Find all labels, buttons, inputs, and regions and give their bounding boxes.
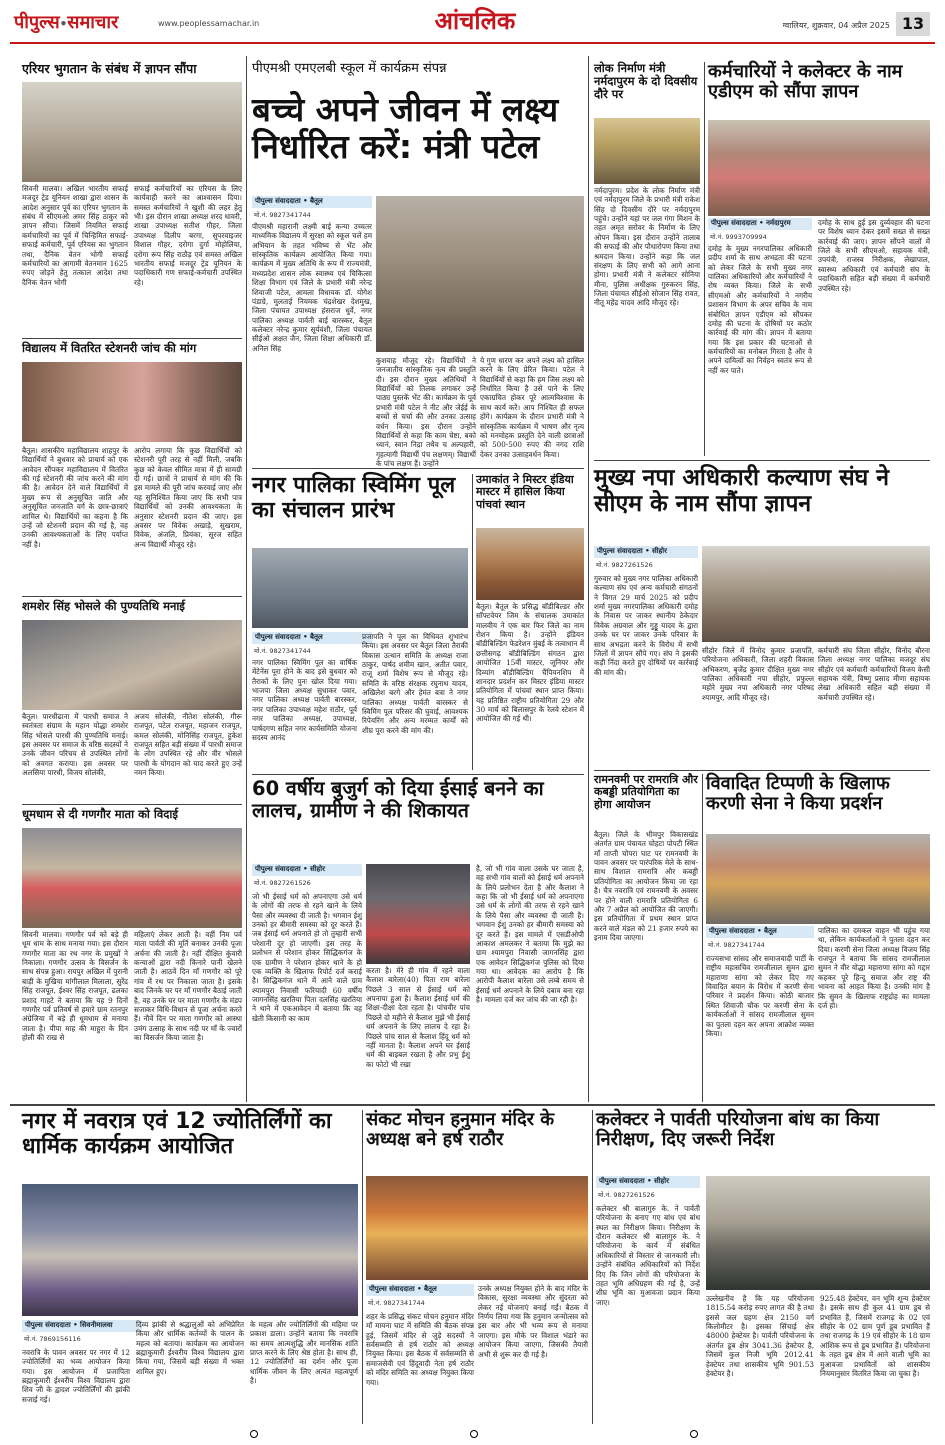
- brand-right: समाचार: [67, 12, 119, 33]
- divider: [22, 804, 242, 805]
- parvati-byline: पीपुल्स संवाददाता • सीहोर: [596, 1176, 700, 1188]
- arrear-photo: [22, 82, 242, 182]
- cmo-col1: गुरुवार को मुख्य नगर पालिका अधिकारी कल्याण संघ एवं अन्य कर्मचारी संगठनों ने विगत 29 मार्च 2025 को प्रदीप शर्मा मुख्य नगरपालिका अधिकारी दमोह के निवास पर जाकर स्थानीय ठेकेदार विवेक अग्रवाल और गुड्डू यादव के द्वारा उनके घर पर जाकर उनके परिवार के साथ अभद्रता करने के विरोध में सभी जिलों में ज्ञापन सौंपे गए। संघ ने इसकी कड़ी निंदा करते हुए दोषियों पर कार्रवाई की मांग की।: [594, 574, 698, 677]
- masthead-rule: [10, 42, 935, 44]
- column-rule: [588, 56, 589, 1102]
- gangaur-headline: धूमधाम से दी गणगौर माता को विदाई: [22, 807, 179, 821]
- swimming-photo: [252, 548, 468, 628]
- umakant-photo: [476, 528, 584, 600]
- swimming-byline: पीपुल्स संवाददाता • बैतूल: [252, 632, 372, 644]
- karni-byline: पीपुल्स संवाददाता • बैतूल: [706, 926, 814, 938]
- arrear-text-2: सफाई कर्मचारियों का एरियस के लिए कार्यवाही करने का आश्वासन दिया। समस्त कर्मचारियों ने खुशी की लहर हेतु भी। इस दौरान शाखा अध्यक्ष शरद धावरी, शाखा उपाध्यक्ष सतीश गौहर, जिला उपाध्यक्ष दिलीप बरगा, सुपरवाइजर विशाल गौहर, दरोगा दुर्गा मोहोलिया, दरोगा रूप सिंह राठौड़ एवं समस्त अखिल भारतीय सफाई मजदूर ट्रेड यूनियन के पदाधिकारी गण सफाई-कर्मचारी उपस्थित रहे।: [134, 184, 242, 287]
- narmadapuram-text: नर्मदापुरम। प्रदेश के लोक निर्माण मंत्री एवं नर्मदापुरम जिले के प्रभारी मंत्री राकेश सिंह दो दिवसीय दौरे पर नर्मदापुरम पहुंचे। उन्होंने यहां पर जल गंगा मिशन के तहत अमृत सरोवर के निर्माण के लिए ओपन किया। इस दौरान उन्होंने तालाब की सफाई की और पौधारोपण किया तथा श्रमदान किया। उन्होंने कहा कि जल संरक्षण के लिए सभी को आगे आना होगा। प्रभारी मंत्री ने कलेक्टर सोनिया मीना, पुलिस अधीक्षक गुरुकरन सिंह, जिला पंचायत सीईओ सोजान सिंह रावत, नीतू महेंद्र यादव आदि मौजूद रहे।: [594, 186, 700, 308]
- hanuman-col2: उनके अध्यक्ष नियुक्त होने के बाद मंदिर के विकास, सुरक्षा व्यवस्था और सुंदरता को लेकर नई योजनाएं बनाई गईं। बैठक में निर्णय लिया गया कि हनुमान जन्मोत्सव को इस बार और भी भव्य रूप से मनाया जाएगा। इस मौके पर विशाल भंडारे का आयोजन किया जाएगा, जिसकी तैयारी अभी से शुरू कर दी गई है।: [478, 1284, 588, 1359]
- christian-byline: पीपुल्स संवाददाता • सीहोर: [252, 864, 362, 876]
- page-number: 13: [896, 12, 930, 36]
- hanuman-byline: पीपुल्स संवाददाता • बैतूल: [366, 1284, 474, 1296]
- cmo-mobile: मो.नं. 9827261526: [596, 561, 653, 569]
- school-headline: विद्यालय में वितरित स्टेशनरी जांच की मांग: [22, 341, 197, 355]
- karni-mobile: मो.नं. 9827341744: [708, 941, 765, 949]
- sdm-headline: कर्मचारियों ने कलेक्टर के नाम एडीएम को सौंपा ज्ञापन: [708, 61, 903, 103]
- arrear-headline: एरियर भुगतान के संबंध में ज्ञापन सौंपा: [22, 61, 197, 76]
- bhosle-text-2: अजय सोलंकी, नीतेश सोलंकी, गीरू राजपूत, पटेल राजपूत, महाजन राजपूत, कमल सोलंकी, मोनिसिंह राजपूत, हुकेश राजपूत सहित बड़ी संख्या में पारधी समाज के लोग उपस्थित रहे और वीर भोसले पारधी के योगदान को याद करते हुए उन्हें नमन किया।: [134, 712, 242, 778]
- bottom-band-rule: [10, 1104, 935, 1106]
- column-rule: [702, 774, 703, 1102]
- gangaur-text-1: सिवनी मालवा। गणगौर पर्व को बड़े ही धूम धाम के साथ मनाया गया। इस दौरान गणगौर माता का रथ नगर के प्रमुखों ने निकाला। गणगौर उत्सव के विसर्जन के साथ संपन्न हुआ। रायपुर अखिल में पुरानी बाड़ी के मुखिया मांगीलाल मिलाला, सुरेंद्र सिंह राजपूत, ईश्वर सिंह राजपूत, ढलका प्रशाद गाहटे ने बताया कि यह 9 दिनों गणगौर पर्व प्रतिवर्ष से हमारे ग्राम रतनपुर अंग्रेजिया में बड़े ही धूमधाम से मनाया जाता है। पीपा माह की माहुरा के दिन होली की राख से: [22, 930, 128, 1042]
- divider: [594, 460, 930, 461]
- christian-col2: करता है। मेरे ही गांव में रहने वाला कैलाश बारेला(40) पिता राम बारेला पिछले 3 साल से ईसाई धर्म को अपनाया हुआ है। कैलाश ईसाई धर्म की शिक्षा-दीक्षा देता रहता है। पांचवीर पांच पिछले दो महीने से कैलाश मुझे भी ईसाई धर्म अपनाने के लिए लालच दे रहा है। पिछले पांच साल से कैलाश हिंदू धर्म को नहीं मानता है। कैलाश अपने घर ईसाई धर्म की बाइबल रखता है और प्रभु ईशु का फोटो भी रखा: [366, 966, 470, 1069]
- patel-mobile: मो.नं. 9827341744: [254, 211, 311, 219]
- patel-col3: ये गुण धारण कर अपने लक्ष्य को हासिल करने के लिए प्रेरित किया। पटेल ने विद्यार्थियों से कहा कि हम जिस लक्ष्य को निर्धारित किया है उसे पाने के लिए एकाग्रचित होकर पूरे आत्मविश्वास के साथ कार्य करें। आप निश्चित ही सफल होंगे। कार्यक्रम के दौरान प्रभारी मंत्री ने सांस्कृतिक कार्यक्रम में भाषण और नृत्य को मनमोहक प्रस्तुति देने वाली छात्राओं को 500-500 रुपए की नगद राशि देकर उनका उत्साहवर्धन किया।: [480, 356, 584, 459]
- section-title: आंचलिक: [434, 7, 516, 35]
- masthead: [0, 0, 945, 44]
- parvati-headline: कलेक्टर ने पार्वती परियोजना बांध का किया निरीक्षण, दिए जरूरी निर्देश: [596, 1109, 880, 1151]
- karni-headline: विवादित टिप्पणी के खिलाफ करणी सेना ने किया प्रदर्शन: [706, 773, 890, 815]
- registration-mark: [250, 1430, 258, 1438]
- gangaur-photo: [22, 828, 242, 928]
- column-rule: [362, 1110, 363, 1424]
- parvati-col2: उल्लेखनीय है कि यह परियोजना 1815.54 करोड़ रुपए लागत की है तथा इससे जल ग्रहण क्षेत्र 2150 वर्ग किलोमीटर है। इसका सिंचाई क्षेत्र 48000 हेक्टेयर है। पार्वती परियोजना के अंतर्गत डूब क्षेत्र 3041.36 हेक्टेयर है, जिसमें कुल निजी भूमि 2012.41 हेक्टेयर तथा शासकीय भूमि 901.53 हेक्टेयर है।: [706, 1294, 814, 1378]
- school-text-2: आरोप लगाया कि कुछ विद्यार्थियों को स्टेशनरी पूरी तरह से नहीं मिली, जबकि कुछ को केवल सीमित मात्रा में ही सामग्री दी गई। छात्रों ने प्राचार्य से मांग की कि इस मामले की पूरी जांच करवाई जाए और यह सुनिश्चित किया जाए कि सभी पात्र विद्यार्थियों को उनकी आवश्यकता के अनुसार स्टेशनरी प्रदान की जाए। इस अवसर पर विवेक अखाड़े, सुखराम, विवेक, अंजलि, प्रियंका, सूरज सहित अन्य विद्यार्थी मौजूद रहे।: [134, 446, 242, 549]
- karni-col2: पालिका का दमकल वाहन भी पहुंच गया था, लेकिन कार्यकर्ताओं ने पुतला दहन कर दिया। करणी सेना जिला अध्यक्ष विजय सिंह राजपूत ने बताया कि सांसद रामजीलाल सुमन ने वीर योद्धा महाराणा सांगा को गद्दार कहकर पूरे हिन्दू समाज और राष्ट्र की भावना को आहत किया है। उनकी मांग है कि सुमन के खिलाफ राष्ट्रद्रोह का मामला दर्ज हो।: [818, 926, 930, 1010]
- site-url[interactable]: www.peoplessamachar.in: [158, 19, 260, 28]
- sdm-col2: दमोह के साथ हुई इस दुर्व्यवहार की घटना पर विशेष ध्यान देकर इसमें सख्त से सख्त कार्रवाई की जाए। ज्ञापन सौंपने वालों में जिले के सभी सीएमओ, सहायक यंत्री, उपयंत्री, राजस्व निरीक्षक, लेखापाल, स्वास्थ्य अधिकारी एवं कर्मचारी संघ के पदाधिकारी सहित बड़ी संख्या में कर्मचारी उपस्थित रहे।: [818, 218, 930, 293]
- dateline: ग्वालियर, शुक्रवार, 04 अप्रैल 2025: [782, 21, 890, 30]
- column-rule: [592, 1110, 593, 1424]
- divider: [22, 338, 242, 339]
- patel-col2: कुशवाह मौजूद रहे। विद्यार्थियों ने जनजातीय सांस्कृतिक नृत्य की प्रस्तुति दी। इस दौरान मुख्य अतिथियों ने विद्यार्थियों को तिलक लगाकर उन्हें पाठ्य पुस्तकें भेंट की। कार्यक्रम के पूर्व प्रभारी मंत्री पटेल ने नीट और जेईई के बच्चों से चर्चा की और उनका उत्साह वर्धन किया। इस दौरान उन्होंने विद्यार्थियों से कहा कि काम चेष्टा, बको ध्यानं, स्वान निद्रा तथैव च अल्पहारी, गृहत्यागी विद्यार्थी पंच लक्षणम्। विद्यार्थी के पांच लक्षण हैं। उन्होंने: [376, 356, 476, 468]
- navratri-col1: नवरात्रि के पावन अवसर पर नगर में 12 ज्योतिर्लिंगों का भव्य आयोजन किया गया। इस आयोजन में प्रजापिता ब्रह्माकुमारी ईश्वरीय विश्व विद्यालय द्वारा शिव जी के द्वादश ज्योतिर्लिंगों की झांकी सजाई गई।: [22, 1348, 130, 1404]
- cmo-col3: कर्मचारी संघ जिला सीहोर, विनोद बौरना जिला अध्यक्ष नगर पालिका मजदूर संघ सीहोर एवं कर्मचारी कर्मचारियों विजय केसी सहायक यंत्री, विष्णु प्रसाद मीणा सहायक लेखा अधिकारी सहित बड़ी संख्या में कर्मचारी उपस्थित रहे।: [818, 646, 930, 702]
- christian-photo: [366, 864, 470, 964]
- school-photo: [22, 362, 242, 442]
- karni-photo: [706, 834, 930, 924]
- navratri-photo: [22, 1184, 358, 1316]
- cmo-col2: सीहोर जिले में विनोद कुमार प्रजापति, परियोजना अधिकारी, जिला शहरी विकास अभिकरण, बृजेंद्र कुमार दीक्षित मुख्य नगर पालिका अधिकारी नपा सीहोर, प्रफुल्ल महोरे मुख्य नपा अधिकारी नगर परिषद श्यामपुर, आदि मौजूद रहे।: [702, 646, 814, 702]
- sdm-mobile: मो.नं. 9993709994: [710, 233, 767, 241]
- narmadapuram-headline: लोक निर्माण मंत्री नर्मदापुरम के दो दिवसीय दौरे पर: [594, 61, 698, 101]
- navratri-headline: नगर में नवरात्र एवं 12 ज्योतिर्लिंगों का धार्मिक कार्यक्रम आयोजित: [22, 1109, 332, 1159]
- karni-col1: राज्यसभा सांसद और समाजवादी पार्टी के राष्ट्रीय महासचिव रामजीलाल सुमन द्वारा महाराणा सांगा को लेकर दिए गए विवादित बयान के विरोध में करणी सेना परिवार ने प्रदर्शन किया। कोठी बाजार स्थित शिवाजी चौक पर करणी सेना के कार्यकर्ताओं ने सांसद रामजीलाल सुमन का पुतला दहन कर अपना आक्रोश व्यक्त किया।: [706, 954, 814, 1038]
- divider: [22, 596, 242, 597]
- column-rule: [472, 474, 473, 770]
- navratri-col3: के महत्व और ज्योतिर्लिंगों की महिमा पर प्रकाश डाला। उन्होंने बताया कि नवरात्रि का समय आत्मशुद्धि और मानसिक शांति प्राप्त करने के लिए श्रेष्ठ होता है। साथ ही, 12 ज्योतिर्लिंगों का दर्शन और पूजा धार्मिक जीवन के लिए अत्यंत महत्वपूर्ण है।: [250, 1320, 358, 1386]
- umakant-headline: उमाकांत ने मिस्टर इंडिया मास्टर में हासिल किया पांचवां स्थान: [476, 473, 574, 511]
- patel-byline: पीपुल्स संवाददाता • बैतूल: [252, 196, 372, 208]
- registration-mark: [690, 1430, 698, 1438]
- column-rule: [704, 62, 705, 456]
- swimming-col1: नगर पालिका स्विमिंग पूल का वार्षिक मेंटेनेंस पूरा होने के बाद इसे बुधवार को तैराकों के लिए पुनः खोल दिया गया। भाजपा जिला अध्यक्ष सुधाकर पवार, नगर पालिका अध्यक्ष पार्वती बारस्कर, नगर पालिका उपाध्यक्ष महेश राठौर, पूर्व नगर पालिका अध्यक्ष, उपाध्यक्ष, पार्षदगण सहित नगर कार्यसमिति योजना सदस्य आनंद: [252, 658, 357, 742]
- christian-col3: है, जो भी गांव वाला उसके घर जाता है, वह सभी गांव वालों को ईसाई धर्म अपनाने के लिये प्रलोभन देता है और कैलाश ने कहा कि जो भी ईसाई धर्म को अपनाएगा उसे धर्म के लोगों की तरफ से रहने खाने के लिये पैसा और व्यवस्था दी जाती है। भगवान ईशु उनको हर बीमारी समस्या को दूर करते हैं। इस मामले में एसडीओपी आकाश अमलकर ने बताया कि मुझे का ग्राम श्यामपुरा निवासी जागनसिंह द्वारा एक आवेदन सिद्धिकगंज पुलिस को दिया गया था। आवेदक का आरोप है कि आरोपी कैलाश बारेला उसे लम्बे समय से ईसाई धर्म अपनाने के लिये दबाव बना रहा है। मामला दर्ज कर जांच की जा रही है।: [476, 864, 584, 1005]
- parvati-col3: 925.48 हेक्टेयर, वन भूमि शून्य हेक्टेयर है। इसके साथ ही कुल 41 ग्राम डूब से प्रभावित हैं, जिसमें राजगढ़ के 02 एवं सीहोर के 02 ग्राम पूर्ण डूब प्रभावित हैं तथा राजगढ़ के 19 एवं सीहोर के 18 ग्राम आंशिक रूप से डूब प्रभावित हैं। परियोजना के तहत डूब क्षेत्र में आने वाली भूमि का मुआवजा प्रभावितों को शासकीय नियमानुसार वितरित किया जा चुका है।: [820, 1294, 930, 1378]
- parvati-col1: कलेक्टर श्री बालागुरु के. ने पार्वती परियोजना के बनाए गए बांध एवं बांध स्थल का निरीक्षण किया। निरीक्षण के दौरान कलेक्टर श्री बालागुरु के. ने परियोजना के कार्य में संबंधित अधिकारियों से विस्तार से जानकारी ली। उन्होंने संबंधित अधिकारियों को निर्देश दिए कि जिन लोगों की परियोजना के तहत भूमि अधिग्रहण की गई है, उन्हें शीघ्र भूमि का मुआवजा प्रदान किया जाए।: [596, 1204, 700, 1307]
- navratri-byline: पीपुल्स संवाददाता • सिवनीमालवा: [22, 1320, 142, 1332]
- ramnavami-headline: रामनवमी पर रामरात्रि और कबड्डी प्रतियोगिता का होगा आयोजन: [594, 773, 698, 811]
- navratri-mobile: मो.नं. 7869156116: [24, 1335, 81, 1343]
- parvati-photo: [706, 1176, 930, 1290]
- cmo-byline: पीपुल्स संवाददाता • सीहोर: [594, 546, 698, 558]
- hanuman-headline: संकट मोचन हनुमान मंदिर के अध्यक्ष बने हर्ष राठौर: [366, 1109, 555, 1151]
- parvati-mobile: मो.नं. 9827261526: [598, 1191, 655, 1199]
- hanuman-col1: शहर के प्रसिद्ध संकट मोचन हनुमान मंदिर माँ मायना घाट में समिति की बैठक संपन्न हुई, जिसमें मंदिर से जुड़े सदस्यों ने सर्वसम्मति से हर्ष राठौर को अध्यक्ष नियुक्त किया। इस बैठक में सर्वसम्मति से समाजसेवी एवं हिंदूवादी नेता हर्ष राठौर को मंदिर समिति का अध्यक्ष नियुक्त किया गया।: [366, 1312, 474, 1387]
- bhosle-text-1: बैतूल। पारधीढाना में पारधी समाज ने स्वतंत्रता संग्राम के महान योद्धा शमशेर सिंह भोसले पारधी की पुण्यतिथि मनाई। इस अवसर पर समाज के वरिष्ठ सदस्यों ने उनके जीवन परिचय से उपस्थित लोगों को अवगत कराया। इस अवसर पर अलसिया पारधी, विजय सोलंकी,: [22, 712, 128, 778]
- sdm-byline: पीपुल्स संवाददाता • नर्मदापुरम: [708, 218, 812, 230]
- cmo-headline: मुख्य नपा अधिकारी कल्याण संघ ने सीएम के नाम सौंपा ज्ञापन: [594, 465, 890, 517]
- narmadapuram-photo: [594, 118, 700, 184]
- cmo-photo: [702, 546, 930, 642]
- divider: [252, 774, 584, 775]
- christian-col1: जो भी ईसाई धर्म को अपनाएगा उसे धर्म के लोगों की तरफ से रहने खाने के लिये पैसा और व्यवस्था दी जाती है। भगवान ईशु उनको हर बीमारी समस्या को दूर करते हैं। जब ईसाई धर्म अपनाते हो तो तुम्हारी सभी परेशानी दूर हो जाएगी। इस तरह के प्रलोभन से परेशान होकर सिद्धिकगंज के एक ग्रामीण ने परेशान होकर थाने के हो एक व्यक्ति के खिलाफ रिपोर्ट दर्ज कराई है। सिद्धिकगंज थाने में आने वाले ग्राम श्यामपुरा निवासी फरियादी 60 वर्षीय जागनसिंह खरतिया पिता दलसिंह खरतिया ने थाने में एकआवेदन में बताया कि वह खेती किसानी का काम: [252, 892, 362, 1023]
- divider: [594, 770, 930, 771]
- divider: [252, 468, 584, 469]
- swimming-mobile: मो.नं. 9827341744: [254, 647, 311, 655]
- hanuman-photo: [366, 1176, 588, 1280]
- arrear-text-1: सिवनी मालवा। अखिल भारतीय सफाई मजदूर ट्रेड यूनियन शाखा द्वारा शासन के आदेश अनुसार पूर्व का एरियर भुगतान के संबंध में सीएमओ अमर सिंह ठाकुर को ज्ञापन सौंपा। जिसमें नियमित सफाई कर्मचारियों का पूर्व में चिन्हिमित सफाई-सफाई कर्मचारी, पूर्व एरियस का भुगतान तथा, दैनिक वेतन भोगी सफाई कर्मचारियों का आगामी वेतनमान 1625 रुपए जोड़ने हेतु तत्काल आदेश तथा दैनिक वेतन भोगी: [22, 184, 128, 287]
- gangaur-text-2: महिलाएं लेकर आती है। वहीं निम पर्व माता पार्वती की मूर्ति बनाकर उनकी पूजा अर्चना की जाती है। नहीं दीक्षित कुंवारी कन्याओं द्वारा नदी किनारे पानी खेलने जाती है। आठवें दिन माँ गणगौर को पूरे गांव में रथ पर निकाला जाता है। इसके बाद जिनके घर पर माँ गणगौर बैठाई जाती है, वह उनके घर पर माता गणगौर के मंडप सजाकर विधि-विधान से पूजा अर्चना करते हैं। नौवें दिन पर माता गणगौर को आस्था उमंग उत्साह के साथ नदी पर माँ के ज्वारों का विसर्जन किया जाता है।: [134, 930, 242, 1042]
- ramnavami-text: बैतूल। जिले के भीमपुर विकासखंड अंतर्गत ग्राम पंचायत चोहटा पोपटी स्थित माँ ताप्ती चोपरा घाट पर रामनवमी के पावन अवसर पर पारंपरिक मेले के साथ-साथ विशाल रामरात्रि और कबड्डी प्रतियोगिता का आयोजन किया जा रहा है। चैत्र नवरात्रि एवं रामनवमी के अवसर पर होने वाली रामरात्रि प्रतियोगिता 6 और 7 अप्रैल को आयोजित की जाएगी। इस प्रतियोगिता में प्रथम स्थान प्राप्त करने वाले मंडल को 21 हजार रुपये का इनाम दिया जाएगा।: [594, 830, 698, 942]
- sdm-col1: दमोह के मुख्य नगरपालिका अधिकारी प्रदीप शर्मा के साथ अभद्रता की घटना को लेकर जिले के सभी मुख्य नगर पालिका अधिकारियों और कर्मचारियों ने रोष व्यक्त किया। जिले के सभी सीएमओ और कर्मचारियों ने नगरीय प्रशासन विभाग के अपर सचिव के नाम संबोधित ज्ञापन एडीएम को सौंपकर दमोह की घटना के दोषियों पर कठोर कार्रवाई की मांग की। ज्ञापन में बताया गया कि इस प्रकार की घटनाओं से कर्मचारियों का मनोबल गिरता है और वे अपने दायित्वों का निर्वहन स्वतंत्र रूप से नहीं कर पाते।: [708, 244, 812, 375]
- patel-photo: [376, 196, 584, 352]
- school-text-1: बैतूल। शासकीय महाविद्यालय शाहपुर के विद्यार्थियों ने बुधवार को प्राचार्य को एक आवेदन सौंपकर महाविद्यालय में वितरित की गई स्टेशनरी की जांच करने की मांग की है। आवेदन देने वाले विद्यार्थियों में मुख्य रूप से अनुसूचित जाति और अनुसूचित जनजाति वर्ग के छात्र-छात्राएं शामिल थे। विद्यार्थियों का कहना है कि उन्हें जो स्टेशनरी प्रदान की गई है, वह उनकी आवश्यकताओं के लिए पर्याप्त नहीं है।: [22, 446, 128, 549]
- christian-headline: 60 वर्षीय बुजुर्ग को दिया ईसाई बनने का लालच, ग्रामीण ने की शिकायत: [252, 777, 544, 822]
- swimming-headline: नगर पालिका स्विमिंग पूल का संचालन प्रारंभ: [252, 473, 456, 523]
- navratri-col2: दिव्य झांकी से श्रद्धालुओं को अभिप्रेरित किया और धार्मिक कर्तव्यों के पालन के महत्व को बताया। कार्यक्रम का आयोजन ब्रह्माकुमारी ईश्वरीय विश्व विद्यालय द्वारा किया गया, जिसमें बड़ी संख्या में भक्त शामिल हुए।: [136, 1320, 244, 1376]
- sdm-photo: [708, 120, 930, 216]
- bhosle-headline: शमशेर सिंह भोसले की पुण्यतिथि मनाई: [22, 599, 185, 613]
- patel-headline: बच्चे अपने जीवन में लक्ष्य निर्धारित करें: मंत्री पटेल: [252, 90, 559, 166]
- brand-left: पीपुल्स: [14, 12, 60, 33]
- bhosle-photo: [22, 620, 242, 710]
- christian-mobile: मो.नं. 9827261526: [254, 879, 311, 887]
- hanuman-mobile: मो.नं. 9827341744: [368, 1299, 425, 1307]
- swimming-col2: प्रजापति ने पूल का विधिवत शुभारंभ किया। इस अवसर पर बैतूल जिला तैराकी विकास उत्थान समिति के अध्यक्ष राजा ठाकुर, पार्षद शमीम खान, अतीत पवार, राजू शर्मा विशेष रूप से मौजूद रहे। समिति के वरिष्ठ संरक्षक रघुनाथ यादव, अखिलेश बरगे और हेमंत बत्रा ने नगर पालिका अध्यक्ष पार्वती बारस्कर से स्विमिंग पूल परिसर की घुवाई, आवश्यक रिपेयरिंग और अन्य मरम्मत कार्यों को शीघ्र पूरा करने की मांग की।: [362, 632, 468, 735]
- patel-col1: पीएमश्री महारानी लक्ष्मी बाई कन्या उच्चतर माध्यमिक विद्यालय में सुरक्षा को स्कूल चलें हम अभियान के तहत भविष्य से भेंट और सांस्कृतिक कार्यक्रम आयोजित किया गया। कार्यक्रम में मुख्य अतिथि के रूप में राज्यमंत्री, मध्यप्रदेश शासन लोक स्वास्थ्य एवं चिकित्सा शिक्षा विभाग एवं जिले के प्रभारी मंत्री नरेन्द्र शिवाजी पटेल, आमला विधायक डॉ. योगेश पंडाग्रे, मुलताई नियमक चंद्रशेखर देशमुख, जिला पंचायत उपाध्यक्ष हंसराज धुर्वे, नगर पालिका अध्यक्ष पार्वती बाई बारस्कर, बैतूल कलेक्टर नरेन्द्र कुमार सूर्यवंशी, जिला पंचायत सीईओ अक्षत जैन, जिला शिक्षा अधिकारी डॉ. अनिल सिंह: [252, 222, 372, 353]
- patel-kicker: पीएमश्री एमएलबी स्कूल में कार्यक्रम संपन्न: [252, 61, 447, 76]
- umakant-text: बैतूल। बैतूल के प्रसिद्ध बॉडीबिल्डर और सॉफ्टवेयर जिम के संचालक उमाकांत मालवीय ने एक बार फिर जिले का नाम रोशन किया है। उन्होंने इंडियन बॉडीबिल्डिंग फेडरेशन मुंबई के तत्वाधान में छत्तीसगढ़ बॉडीबिल्डिंग संगठन द्वारा आयोजित 15वीं मास्टर, जूनियर और दिव्यांग बॉडीबिल्डिंग चैंपियनशिप में शानदार प्रदर्शन कर मिस्टर इंडिया मास्टर प्रतियोगिता में पांचवां स्थान प्राप्त किया। यह प्रतिष्ठित राष्ट्रीय प्रतियोगिता 29 और 30 मार्च को बिलासपुर के रेलवे स्टेशन में आयोजित की गई थी।: [476, 602, 584, 724]
- brand-logo: पीपुल्स•समाचार: [14, 12, 119, 33]
- registration-mark: [470, 1430, 478, 1438]
- column-rule: [246, 56, 247, 1102]
